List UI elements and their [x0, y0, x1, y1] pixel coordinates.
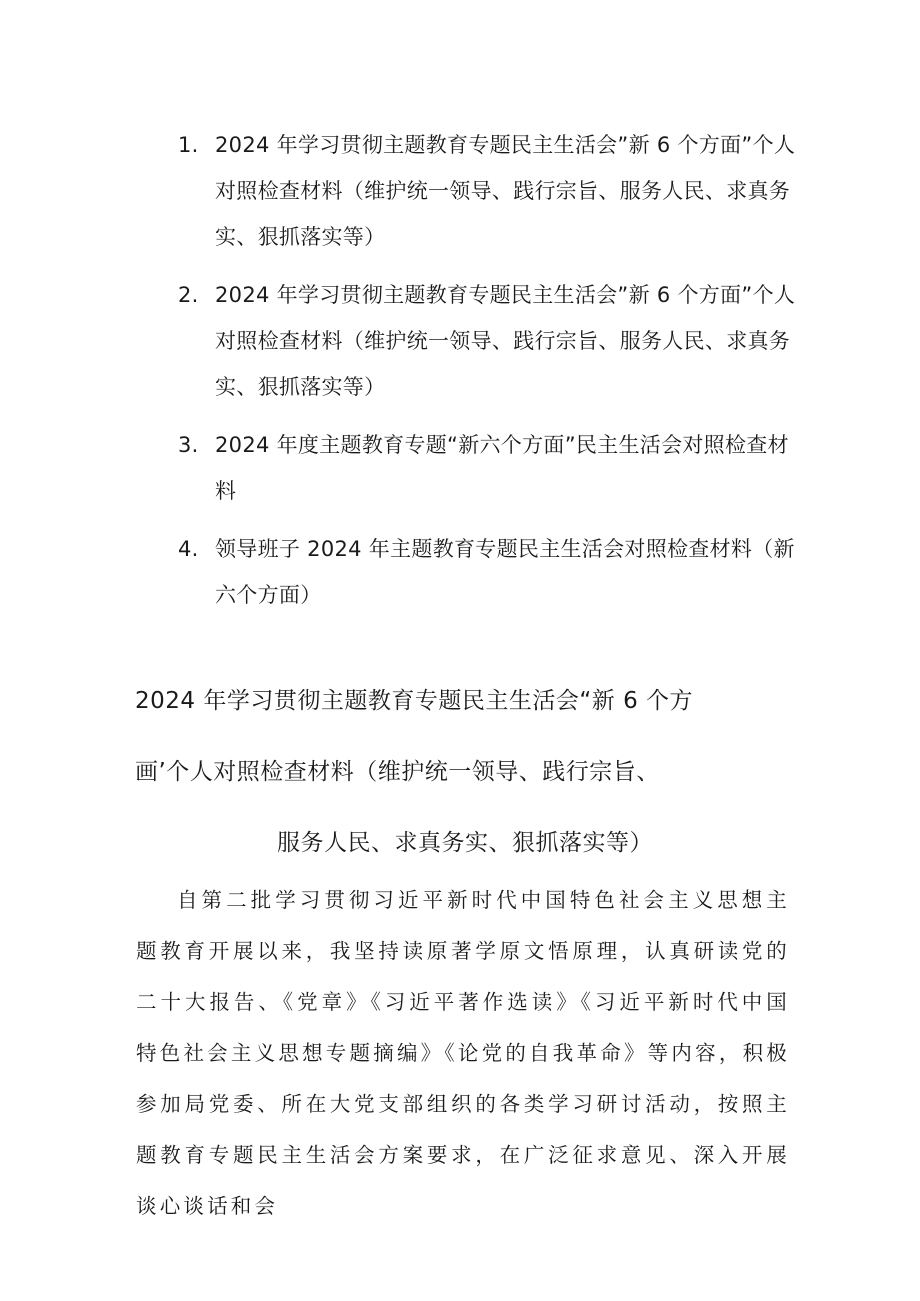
title-line-3: 服务人民、求真务实、狠抓落实等）	[277, 830, 653, 856]
toc-item-3[interactable]	[178, 422, 798, 514]
toc-item-text: 2024 年度主题教育专题“新六个方面”民主生活会对照检查材料	[215, 433, 789, 503]
title-line-1: 2024 年学习贯彻主题教育专题民主生活会“新 6 个方	[135, 688, 694, 714]
toc-item-number: 1.	[178, 133, 199, 157]
toc-item-2[interactable]	[178, 272, 798, 410]
body-paragraph: 自第二批学习贯彻习近平新时代中国特色社会主义思想主题教育开展以来，我坚持读原著学原文悟原理，认真研读党的二十大报告、《党章》《习近平著作选读》《习近平新时代中国特色社会主义思想专题摘编》《论党的自我革命》等内容，积极参加局党委、所在大党支部组织的各类学习研讨活动，按照主题教育专题民主生活会方案要求，在广泛征求意见、深入开展谈心谈话和会	[136, 888, 790, 1218]
toc-item-text: 2024 年学习贯彻主题教育专题民主生活会”新 6 个方面”个人对照检查材料（维护统一领导、践行宗旨、服务人民、求真务实、狠抓落实等）	[215, 283, 796, 399]
toc-item-number: 2.	[178, 283, 199, 307]
toc-item-text: 2024 年学习贯彻主题教育专题民主生活会”新 6 个方面”个人对照检查材料（维护统一领导、践行宗旨、服务人民、求真务实、狠抓落实等）	[215, 133, 796, 249]
table-of-contents	[178, 122, 798, 630]
toc-item-number: 3.	[178, 433, 199, 457]
title-line-2: 画’个人对照检查材料（维护统一领导、践行宗旨、	[135, 759, 660, 785]
toc-item-number: 4.	[178, 537, 199, 561]
toc-item-text: 领导班子 2024 年主题教育专题民主生活会对照检查材料（新六个方面）	[215, 537, 795, 607]
toc-item-1[interactable]	[178, 122, 798, 260]
document-title	[135, 666, 795, 879]
toc-item-4[interactable]	[178, 526, 798, 618]
